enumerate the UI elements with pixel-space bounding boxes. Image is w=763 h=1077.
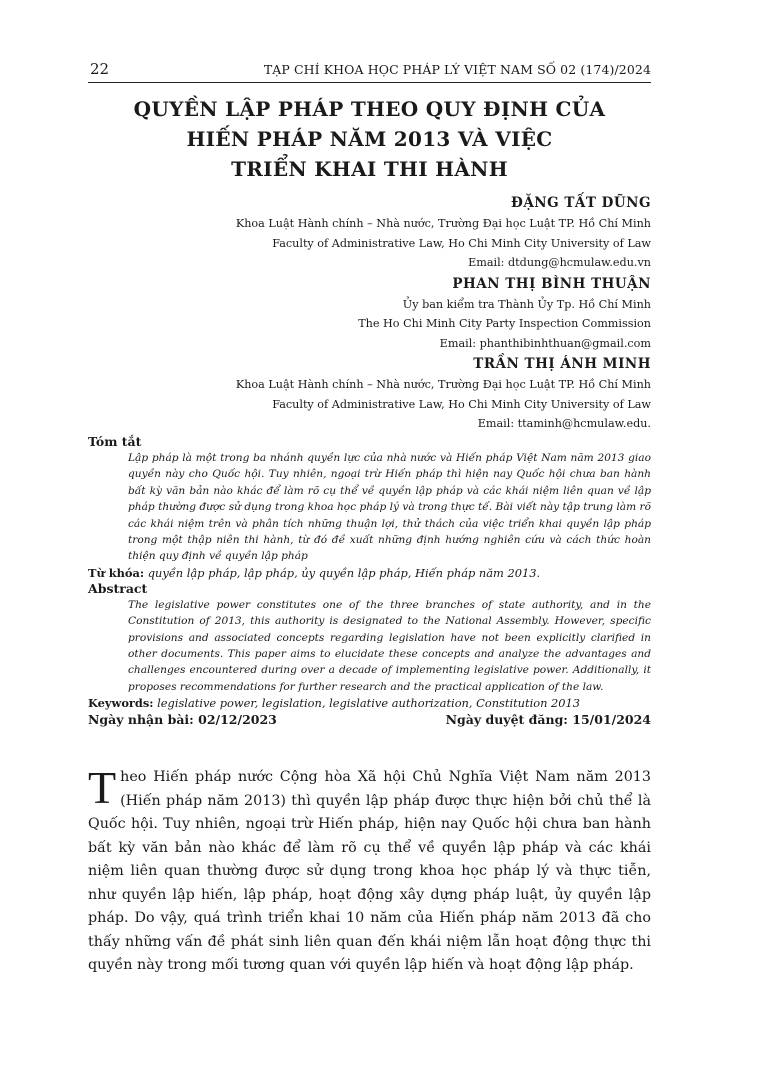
drop-cap: T [88, 762, 117, 813]
running-header [88, 56, 651, 83]
affiliation-vi: Ủy ban kiểm tra Thành Ủy Tp. Hồ Chí Minh [402, 297, 651, 311]
keywords-vi [88, 565, 651, 581]
author-email: Email: phanthibinhthuan@gmail.com [439, 336, 651, 350]
summary-section [88, 434, 651, 729]
abstract-text: The legislative power constitutes one of the three branches of state authority, and in the Constitution of 2013, this authority is designated to the National Assembly. However, specific provisions and associated concepts regarding legislation have not been explicitly clarified in other documents. This paper aims to elucidate these concepts and analyze the advantages and challenges encountered during over a decade of implementing legislative power. Additionally, it proposes recommendations for further research and the practical application of the law. [128, 598, 651, 693]
keywords-vi-label: Từ khóa: [88, 565, 145, 580]
received-date: Ngày nhận bài: 02/12/2023 [88, 712, 277, 728]
author-email: Email: ttaminh@hcmulaw.edu. [477, 417, 651, 430]
author-name: TRẦN THỊ ÁNH MINH [473, 356, 651, 372]
body-text: heo Hiến pháp nước Cộng hòa Xã hội Chủ Nghĩa Việt Nam năm 2013 (Hiến pháp năm 2013) thì quyền lập pháp được thực hiện bởi chủ thể là Quốc hội. Tuy nhiên, ngoại trừ Hiến pháp, hiện nay Quốc hội chưa ban hành bất kỳ văn bản nào khác để làm rõ cụ thể về quyền lập pháp và các khái niệm liên quan thường được sử dụng trong khoa học pháp lý và thực tiễn, như quyền lập hiến, lập pháp, hoạt động xây dựng pháp luật, ủy quyền lập pháp. Do vậy, quá trình triển khai 10 năm của Hiến pháp năm 2013 đã cho thấy những vấn đề phát sinh liên quan đến khái niệm lẫn hoạt động thực thi quyền này trong mối tương quan với quyền lập hiến và hoạt động lập pháp. [88, 769, 651, 973]
keywords-en-value: legislative power, legislation, legislative authorization, Constitution 2013 [157, 696, 581, 711]
keywords-vi-value: quyền lập pháp, lập pháp, ủy quyền lập pháp, Hiến pháp năm 2013. [147, 565, 541, 580]
dates-row [88, 711, 651, 729]
title-line-2: HIẾN PHÁP NĂM 2013 VÀ VIỆC [186, 127, 553, 151]
page-number: 22 [90, 60, 110, 78]
article-title [88, 94, 651, 184]
author-name: ĐẶNG TẤT DŨNG [511, 195, 651, 211]
affiliation-vi: Khoa Luật Hành chính – Nhà nước, Trường Đại học Luật TP. Hồ Chí Minh [235, 217, 651, 230]
body-paragraph [88, 762, 651, 978]
author-name: PHAN THỊ BÌNH THUẬN [452, 275, 651, 292]
affiliation-vi: Khoa Luật Hành chính – Nhà nước, Trường Đại học Luật TP. Hồ Chí Minh [235, 378, 651, 391]
affiliation-en: The Ho Chi Minh City Party Inspection Commission [358, 317, 651, 330]
summary-label: Tóm tắt [88, 434, 142, 449]
author-1 [88, 192, 651, 273]
author-email: Email: dtdung@hcmulaw.edu.vn [468, 256, 651, 269]
author-block [88, 192, 651, 434]
author-3 [88, 353, 651, 434]
title-line-1: QUYỀN LẬP PHÁP THEO QUY ĐỊNH CỦA [133, 97, 606, 121]
author-2 [88, 273, 651, 354]
affiliation-en: Faculty of Administrative Law, Ho Chi Minh City University of Law [272, 397, 651, 411]
summary-text: Lập pháp là một trong ba nhánh quyền lực của nhà nước và Hiến pháp Việt Nam năm 2013 giao quyền này cho Quốc hội. Tuy nhiên, ngoại trừ Hiến pháp thì hiện nay Quốc hội chưa ban hành bất kỳ văn bản nào khác để làm rõ cụ thể về quyền lập pháp và các khái niệm liên quan về lập pháp thường được sử dụng trong khoa học pháp lý và trong thực tế. Bài viết này tập trung làm rõ các khái niệm trên và phân tích những thuận lợi, thử thách của việc triển khai quyền lập pháp trong một thập niên thi hành, từ đó đề xuất những định hướng nghiên cứu và cách thức hoàn thiện quy định về quyền lập pháp [128, 452, 651, 563]
journal-title: TẠP CHÍ KHOA HỌC PHÁP LÝ VIỆT NAM SỐ 02 (174)/2024 [263, 62, 651, 77]
approved-date: Ngày duyệt đăng: 15/01/2024 [445, 712, 651, 728]
abstract-label: Abstract [88, 580, 148, 596]
affiliation-en: Faculty of Administrative Law, Ho Chi Minh City University of Law [272, 236, 651, 250]
keywords-en-label: Keywords: [88, 696, 154, 711]
keywords-en [88, 695, 651, 711]
title-line-3: TRIỂN KHAI THI HÀNH [231, 157, 508, 181]
